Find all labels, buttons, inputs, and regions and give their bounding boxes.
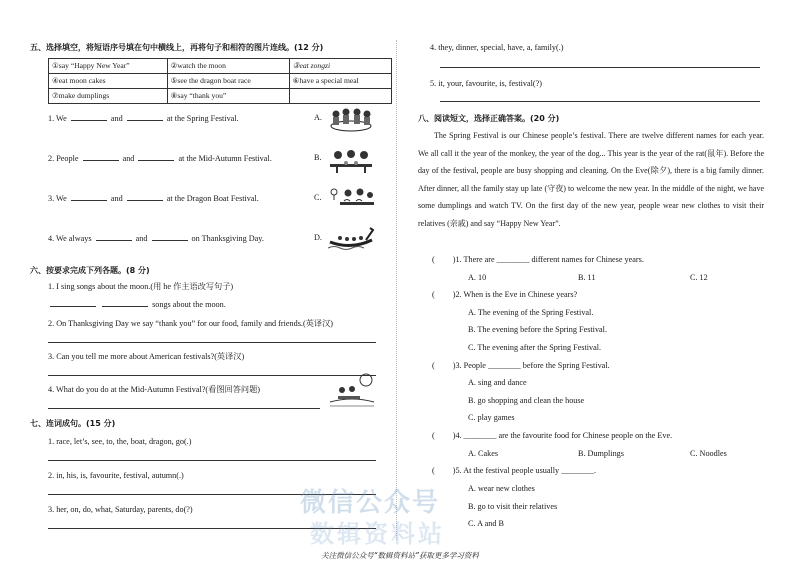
option-5: ⑤see the dragon boat race <box>167 74 289 89</box>
answer-blank[interactable] <box>102 299 148 307</box>
s5-question-1: 1. We and at the Spring Festival. <box>48 114 239 123</box>
picture-label-d: D. <box>314 233 322 242</box>
section8-heading: 八、阅读短文，选择正确答案。(20 分) <box>418 114 560 123</box>
answer-line[interactable] <box>440 67 760 68</box>
s5-question-3: 3. We and at the Dragon Boat Festival. <box>48 194 259 203</box>
section7-heading: 七、连词成句。(15 分) <box>30 419 116 428</box>
answer-blank[interactable] <box>152 233 188 241</box>
s7-question-5: 5. it, your, favourite, is, festival(?) <box>430 79 542 88</box>
s8-question-5: ( )5. At the festival people usually ________. <box>432 466 596 475</box>
option-2: ②watch the moon <box>167 59 289 74</box>
page-footer: 关注微信公众号“数辑资料站”获取更多学习资料 <box>321 551 479 560</box>
moon-cake-picture <box>326 146 376 174</box>
s8-q1-option-a: A. 10 <box>468 273 487 282</box>
answer-line[interactable] <box>48 408 320 409</box>
answer-blank[interactable] <box>138 153 174 161</box>
answer-blank[interactable] <box>127 193 163 201</box>
s8-q5-option-a: A. wear new clothes <box>468 484 535 493</box>
s6-question-3: 3. Can you tell me more about American festivals?(英译汉) <box>48 352 245 361</box>
option-9 <box>289 89 391 104</box>
s7-question-1: 1. race, let’s, see, to, the, boat, dragon, go(.) <box>48 437 192 446</box>
s6-question-2: 2. On Thanksgiving Day we say “thank you” for our food, family and friends.(英译汉) <box>48 319 333 328</box>
option-1: ①say “Happy New Year” <box>49 59 168 74</box>
s8-q4-option-a: A. Cakes <box>468 449 499 458</box>
s5-question-4: 4. We always and on Thanksgiving Day. <box>48 234 264 243</box>
option-6: ⑥have a special meal <box>289 74 391 89</box>
column-divider <box>396 40 397 540</box>
answer-blank[interactable] <box>71 113 107 121</box>
s8-question-3: ( )3. People ________ before the Spring Festival. <box>432 361 610 370</box>
option-8: ⑧say “thank you” <box>167 89 289 104</box>
answer-line[interactable] <box>440 101 760 102</box>
s8-q2-option-b: B. The evening before the Spring Festival. <box>468 325 608 334</box>
s5-question-2: 2. People and at the Mid-Autumn Festival. <box>48 154 272 163</box>
answer-blank[interactable] <box>127 113 163 121</box>
watermark-line2: 数辑资料站 <box>310 520 445 548</box>
s6-question-4: 4. What do you do at the Mid-Autumn Festival?(看图回答问题) <box>48 385 261 394</box>
s8-q3-option-b: B. go shopping and clean the house <box>468 396 585 405</box>
s8-q3-option-c: C. play games <box>468 413 515 422</box>
s8-q3-option-a: A. sing and dance <box>468 378 527 387</box>
answer-blank[interactable] <box>50 299 96 307</box>
answer-blank[interactable] <box>96 233 132 241</box>
answer-line[interactable] <box>48 342 376 343</box>
reading-passage: The Spring Festival is our Chinese people’s festival. There are twelve different names for each year. We all call it the year of the monkey, the year of the dog... This year is the year of the rat(鼠年). Before the day of the festival, people are busy shopping and cleaning. On the Eve(除夕), there is a big family dinner. After dinner, all the family stay up late (守夜) to welcome the new year. In the middle of the night, we have some dumplings and watch TV. On the first day of the new year, people wear new clothes to visit their relatives (亲戚) and say “Happy New Year”. <box>418 131 764 228</box>
picture-label-a: A. <box>314 113 322 122</box>
answer-blank[interactable] <box>71 193 107 201</box>
s7-question-2: 2. in, his, is, favourite, festival, autumn(.) <box>48 471 184 480</box>
mid-autumn-moon-picture <box>328 372 376 408</box>
s8-q5-option-c: C. A and B <box>468 519 504 528</box>
s8-q4-option-c: C. Noodles <box>690 449 727 458</box>
s8-q2-option-a: A. The evening of the Spring Festival. <box>468 308 594 317</box>
section5-heading: 五、选择填空，将短语序号填在句中横线上，再将句子和相符的图片连线。(12 分) <box>30 43 324 52</box>
dumplings-family-picture <box>326 186 376 214</box>
s6-question-1: 1. I sing songs about the moon.(用 he 作主语改写句子) <box>48 282 234 291</box>
s8-q1-option-c: C. 12 <box>690 273 708 282</box>
option-7: ⑦make dumplings <box>49 89 168 104</box>
s7-question-3: 3. her, on, do, what, Saturday, parents, do(?) <box>48 505 193 514</box>
option-4: ④eat moon cakes <box>49 74 168 89</box>
option-3: ③eat zongzi <box>289 59 391 74</box>
family-dinner-picture <box>326 106 376 134</box>
dragon-boat-picture <box>326 224 376 252</box>
s6-answer-1: songs about the moon. <box>48 299 226 310</box>
watermark-line1: 微信公众号 <box>300 488 441 518</box>
answer-blank[interactable] <box>83 153 119 161</box>
picture-label-b: B. <box>314 153 322 162</box>
s8-q5-option-b: B. go to visit their relatives <box>468 502 558 511</box>
answer-line[interactable] <box>48 460 376 461</box>
s8-q2-option-c: C. The evening after the Spring Festival. <box>468 343 602 352</box>
s7-question-4: 4. they, dinner, special, have, a, family(.) <box>430 43 564 52</box>
s8-q1-option-b: B. 11 <box>578 273 596 282</box>
s8-question-2: ( )2. When is the Eve in Chinese years? <box>432 290 578 299</box>
s8-question-1: ( )1. There are ________ different names for Chinese years. <box>432 255 644 264</box>
picture-label-c: C. <box>314 193 322 202</box>
s8-question-4: ( )4. ________ are the favourite food for Chinese people on the Eve. <box>432 431 673 440</box>
answer-line[interactable] <box>48 375 376 376</box>
s8-q4-option-b: B. Dumplings <box>578 449 624 458</box>
phrase-options-table <box>48 58 392 104</box>
section6-heading: 六、按要求完成下列各题。(8 分) <box>30 266 150 275</box>
